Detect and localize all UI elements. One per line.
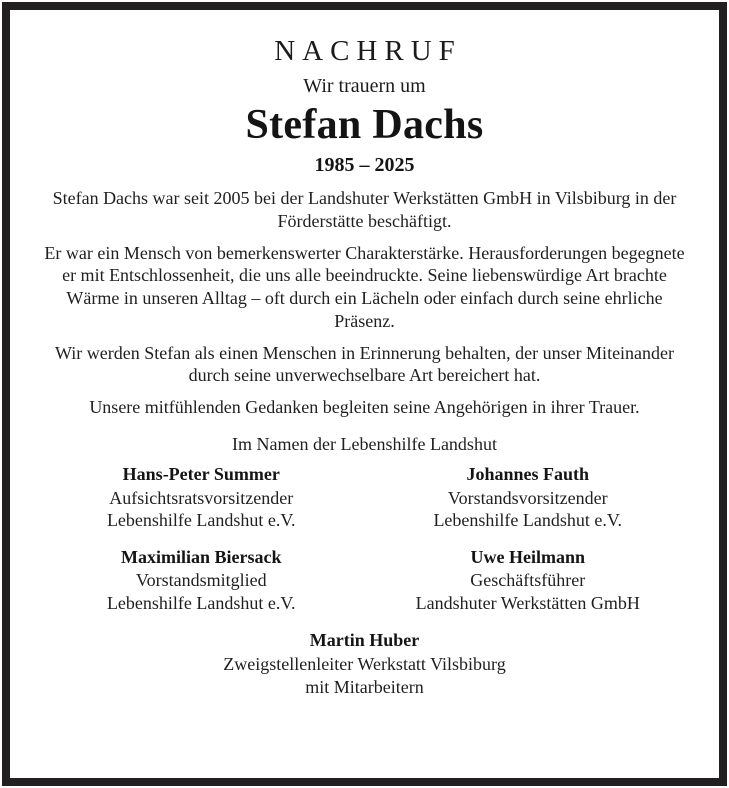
signatory-role: Geschäftsführer xyxy=(470,570,586,591)
signatory-name: Hans-Peter Summer xyxy=(122,464,280,485)
tribute-paragraph: Stefan Dachs war seit 2005 bei der Landshuter Werkstätten GmbH in Vilsbiburg in der Förderstätte beschäftigt. xyxy=(52,188,677,232)
signatory-name: Maximilian Biersack xyxy=(121,546,282,567)
signatory-organisation: Lebenshilfe Landshut e.V. xyxy=(106,510,296,531)
signatory-block xyxy=(38,463,365,532)
signatory-row xyxy=(38,463,691,532)
tribute-paragraph: Unsere mitfühlenden Gedanken begleiten seine Angehörigen in ihrer Trauer. xyxy=(89,396,640,417)
signatory-name: Martin Huber xyxy=(309,629,420,650)
signatory-organisation: Lebenshilfe Landshut e.V. xyxy=(433,510,623,531)
tribute-paragraph: Wir werden Stefan als einen Menschen in Erinnerung behalten, der unser Miteinander durch seine unverwechselbare Art bereichert hat. xyxy=(54,342,675,386)
signatory-name: Uwe Heilmann xyxy=(470,546,585,567)
signatory-block xyxy=(365,463,692,532)
signatory-block xyxy=(38,546,365,615)
notice-content xyxy=(20,20,709,768)
final-signatory-block xyxy=(38,629,691,699)
signatory-row xyxy=(38,546,691,615)
signatory-organisation: mit Mitarbeitern xyxy=(305,676,424,697)
deceased-name: Stefan Dachs xyxy=(245,102,484,149)
life-dates: 1985 – 2025 xyxy=(314,154,415,177)
notice-border-frame xyxy=(2,2,727,786)
mourning-line: Wir trauern um xyxy=(303,75,426,98)
signatory-block xyxy=(365,546,692,615)
signatory-role: Zweigstellenleiter Werkstatt Vilsbiburg xyxy=(223,654,506,675)
signatory-role: Vorstandsvorsitzender xyxy=(447,487,608,508)
signatory-name: Johannes Fauth xyxy=(466,464,590,485)
notice-kicker: NACHRUF xyxy=(274,35,462,67)
in-name-of-line: Im Namen der Lebenshilfe Landshut xyxy=(232,433,497,454)
signatory-organisation: Landshuter Werkstätten GmbH xyxy=(415,592,640,613)
signatory-organisation: Lebenshilfe Landshut e.V. xyxy=(106,592,296,613)
signatory-role: Aufsichtsratsvorsitzender xyxy=(109,487,294,508)
signatory-role: Vorstandsmitglied xyxy=(135,570,267,591)
tribute-paragraph: Er war ein Mensch von bemerkenswerter Charakterstärke. Herausforderungen begegnete er mit Entschlossenheit, die uns alle beeindruckte. Seine liebenswürdige Art brachte Wärme in unseren Alltag – oft durch ein Lächeln oder einfach durch seine ehrliche Präsenz. xyxy=(44,242,685,331)
